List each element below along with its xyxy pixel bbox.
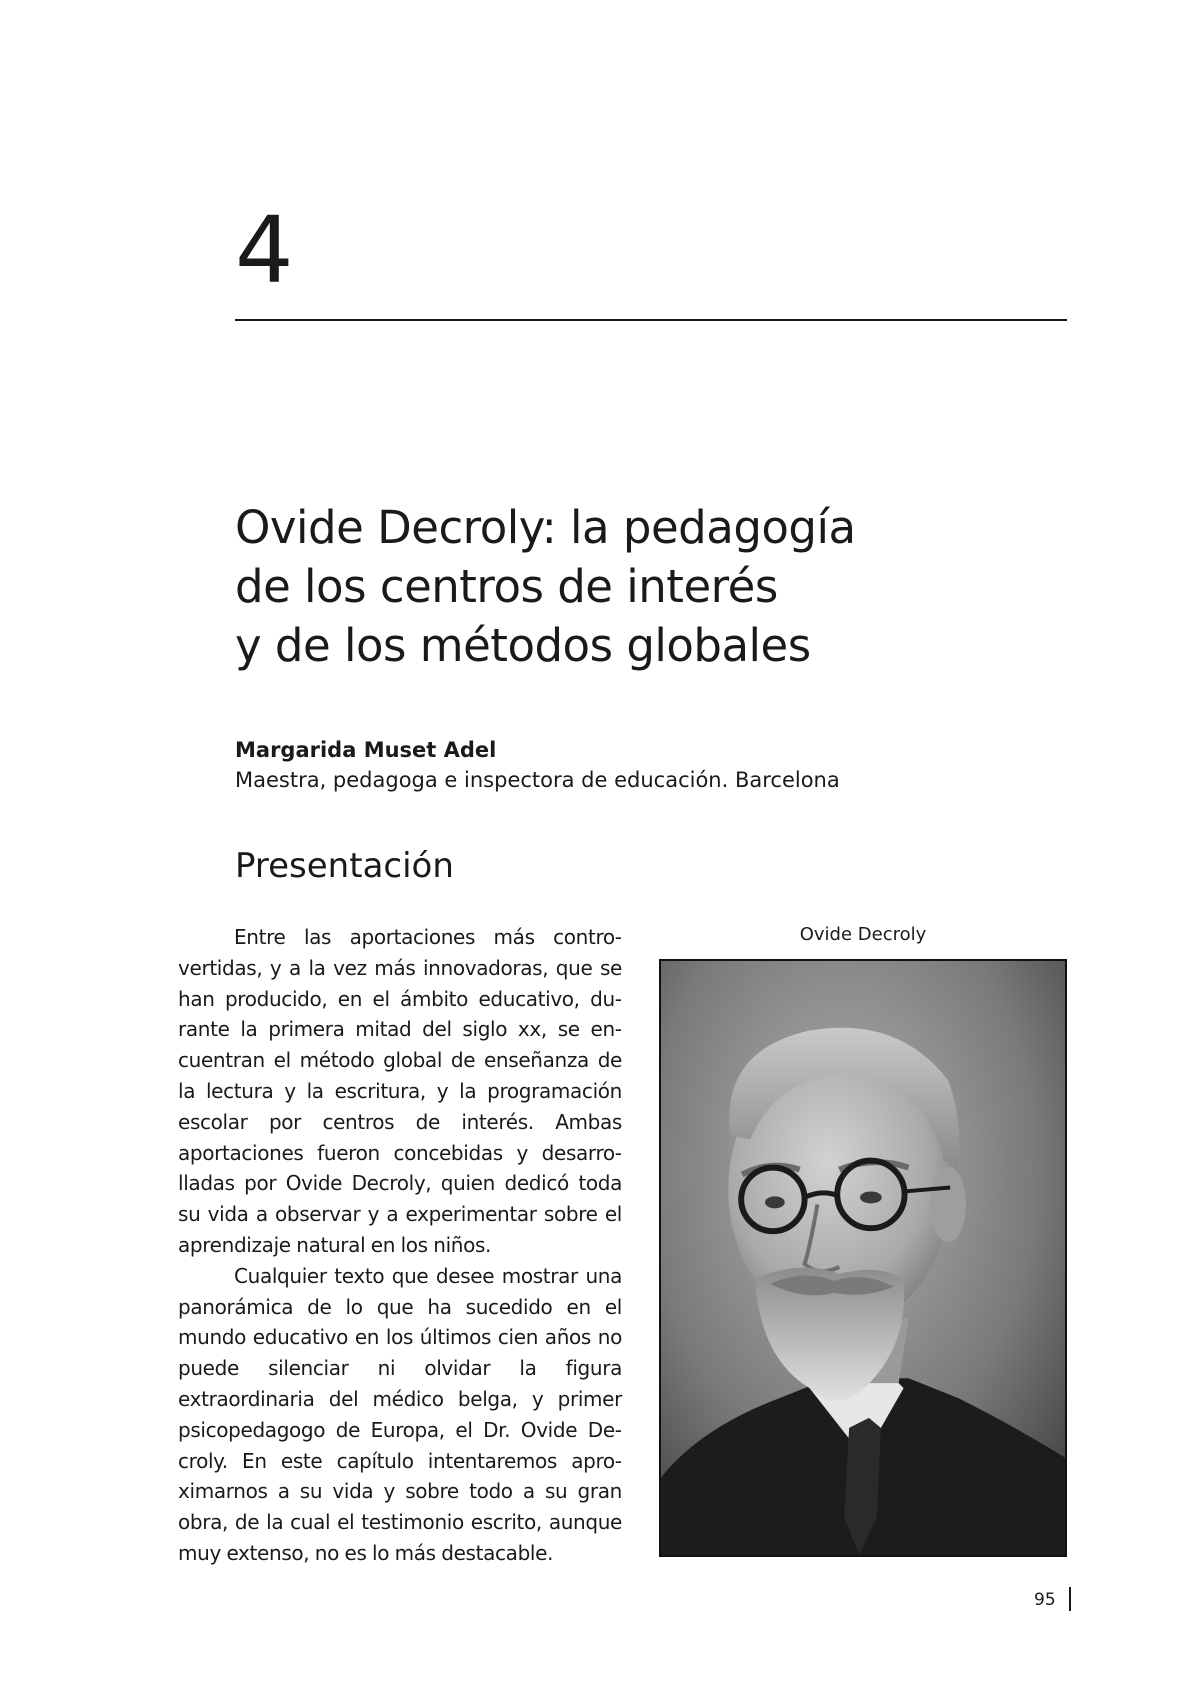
author-affiliation: Maestra, pedagoga e inspectora de educación. Barcelona (235, 768, 840, 792)
chapter-divider (235, 319, 1067, 321)
portrait-eye (860, 1191, 882, 1203)
chapter-title-line: y de los métodos globales (235, 619, 811, 672)
portrait-photo (659, 959, 1067, 1557)
figure-caption: Ovide Decroly (799, 924, 927, 945)
author-name: Margarida Muset Adel (235, 738, 497, 762)
chapter-title-line: de los centros de interés (235, 560, 778, 613)
portrait-eye (765, 1196, 785, 1208)
chapter-title-line: Ovide Decroly: la pedagogía (235, 501, 856, 554)
chapter-number: 4 (235, 197, 294, 304)
page-number-bar (1069, 1587, 1071, 1611)
body-paragraph: Entre las aportaciones más controvertidas, y a la vez más innovadoras, que se han producido, en el ámbito educativo, durante la primera mitad del siglo xx, se encuentran el método global de enseñanza de la lectura y la escritura, y la programación escolar por centros de interés. Ambas aportaciones fueron concebidas y desarrolladas por Ovide Decroly, quien dedicó toda su vida a observar y a experimentar sobre el aprendizaje natural en los niños. (178, 925, 622, 1257)
page-number: 95 (1034, 1590, 1056, 1610)
body-text-column (178, 922, 622, 1569)
portrait-illustration (661, 961, 1065, 1555)
chapter-title (235, 498, 995, 675)
body-paragraph: Cualquier texto que desee mostrar una panorámica de lo que ha sucedido en el mundo educativo en los últimos cien años no puede silenciar ni olvidar la figura extraordinaria del médico belga, y primer psicopedagogo de Europa, el Dr. Ovide Decroly. En este capítulo intentaremos aproximarnos a su vida y sobre todo a su gran obra, de la cual el testimonio escrito, aunque muy extenso, no es lo más destacable. (178, 1263, 622, 1565)
portrait-ear (930, 1167, 966, 1242)
section-heading: Presentación (235, 846, 454, 886)
